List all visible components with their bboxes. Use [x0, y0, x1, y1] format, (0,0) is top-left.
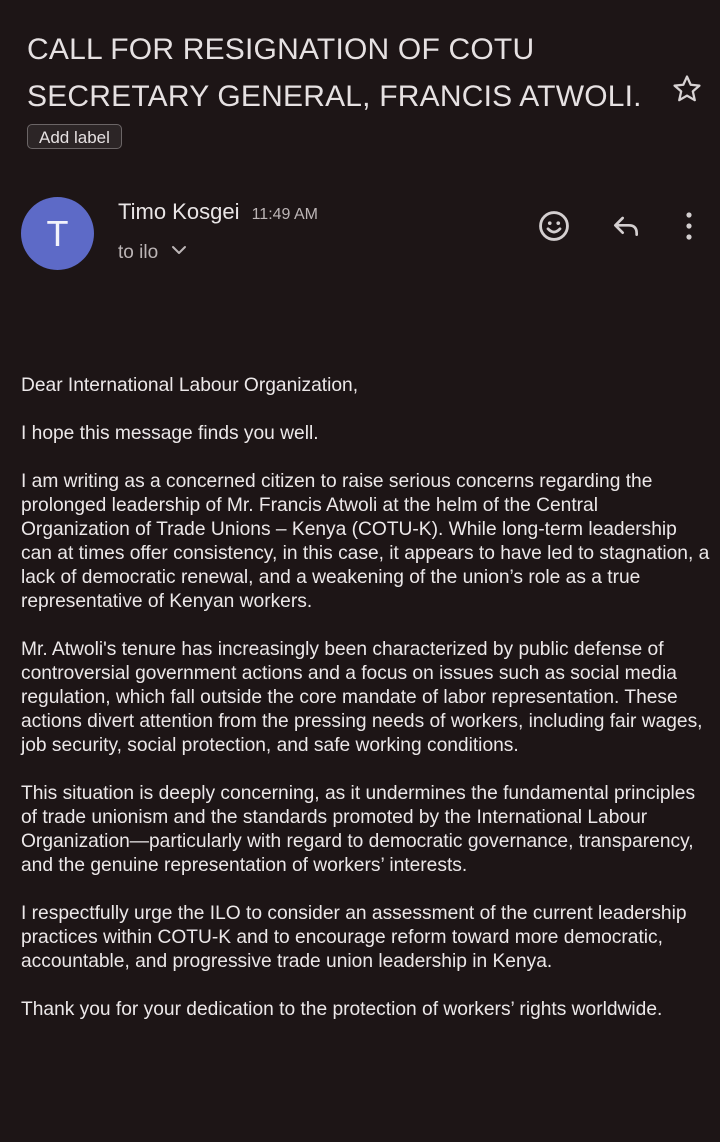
- body-paragraph: Thank you for your dedication to the protection of workers’ rights worldwide.: [21, 999, 663, 1020]
- email-body: [21, 374, 711, 1046]
- more-vertical-icon: [684, 211, 694, 246]
- sender-line: [118, 199, 318, 225]
- more-options-button[interactable]: [667, 206, 711, 250]
- recipient-label: to ilo: [118, 242, 159, 263]
- body-paragraph: Mr. Atwoli's tenure has increasingly been characterized by public defense of controversial government actions and a focus on issues such as social media regulation, which fall outside the core mandate of labor representation. These actions divert attention from the pressing needs of workers, including fair wages, job security, social protection, and safe working conditions.: [21, 639, 703, 756]
- add-label-button[interactable]: Add label: [27, 124, 122, 149]
- emoji-reaction-icon: [537, 209, 571, 248]
- reply-button[interactable]: [604, 206, 648, 250]
- recipient-toggle[interactable]: [118, 242, 187, 264]
- sender-name[interactable]: Timo Kosgei: [118, 199, 240, 224]
- body-paragraph: Dear International Labour Organization,: [21, 375, 359, 396]
- chevron-down-icon[interactable]: [171, 240, 187, 262]
- email-subject: CALL FOR RESIGNATION OF COTU SECRETARY GENERAL, FRANCIS ATWOLI.: [27, 33, 642, 113]
- body-paragraph: This situation is deeply concerning, as it undermines the fundamental principles of trade unionism and the standards promoted by the International Labour Organization—particularly with regard to democratic governance, transparency, and the genuine representation of workers’ interests.: [21, 783, 696, 876]
- sent-time: 11:49 AM: [251, 206, 318, 223]
- body-paragraph: I am writing as a concerned citizen to raise serious concerns regarding the prolonged leadership of Mr. Francis Atwoli at the helm of the Central Organization of Trade Unions – Kenya (COTU-K). While long-term leadership can at times offer consistency, in this case, it appears to have led to stagnation, a lack of democratic renewal, and a weakening of the union’s role as a true representative of Kenyan workers.: [21, 471, 710, 612]
- emoji-reaction-button[interactable]: [532, 206, 576, 250]
- body-paragraph: I respectfully urge the ILO to consider an assessment of the current leadership practices within COTU-K and to encourage reform toward more democratic, accountable, and progressive trade union leadership in Kenya.: [21, 903, 687, 972]
- body-paragraph: I hope this message finds you well.: [21, 423, 319, 444]
- avatar[interactable]: T: [21, 197, 94, 270]
- star-icon[interactable]: [670, 72, 704, 106]
- reply-icon: [610, 210, 642, 247]
